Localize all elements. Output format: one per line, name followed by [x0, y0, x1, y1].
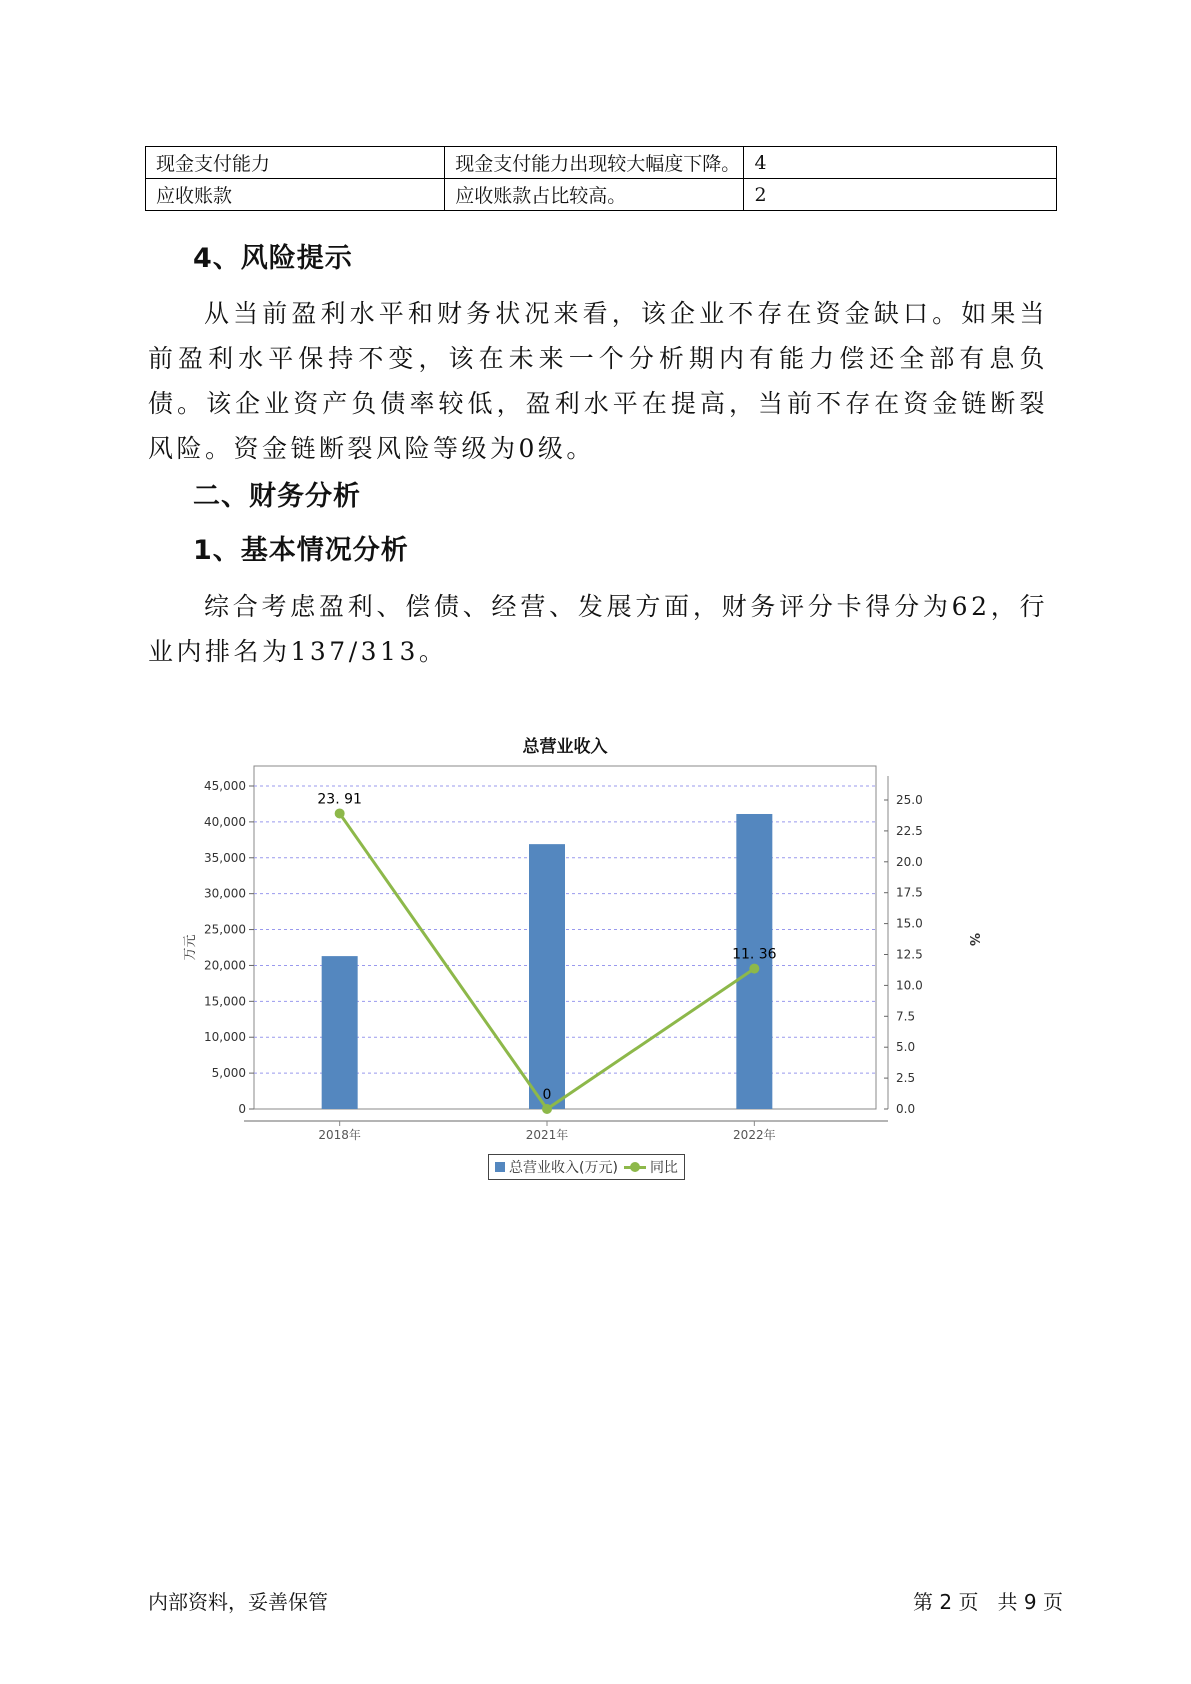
risk-desc-cell: 应收账款占比较高。 — [445, 179, 744, 211]
y-tick-label: 40,000 — [204, 814, 246, 829]
y-tick-label: 30,000 — [204, 886, 246, 901]
revenue-bar — [529, 844, 565, 1109]
risk-score-cell: 2 — [744, 179, 1057, 211]
risk-table-row — [146, 147, 1057, 179]
section-4-paragraph: 从当前盈利水平和财务状况来看，该企业不存在资金缺口。如果当前盈利水平保持不变，该在未来一个分析期内有能力偿还全部有息负债。该企业资产负债率较低，盈利水平在提高，当前不存在资金链断裂风险。资金链断裂风险等级为0级。 — [148, 299, 1048, 463]
yoy-data-label: 11. 36 — [732, 946, 777, 963]
y-tick-label: 25,000 — [204, 922, 246, 937]
legend-line-label: 同比 — [649, 1160, 678, 1176]
revenue-chart-svg — [180, 730, 1030, 1200]
y-tick-label: 35,000 — [204, 850, 246, 865]
legend-bar-swatch — [495, 1162, 505, 1172]
risk-table — [145, 146, 1057, 211]
yoy-data-label: 0 — [542, 1087, 552, 1103]
right-tick-label: 7.5 — [896, 1009, 916, 1024]
section-two-1-paragraph: 综合考虑盈利、偿债、经营、发展方面，财务评分卡得分为62，行业内排名为137/313。 — [148, 592, 1048, 666]
y-tick-label: 15,000 — [204, 994, 246, 1009]
revenue-chart — [180, 730, 1030, 1200]
risk-item-cell: 现金支付能力 — [146, 147, 445, 179]
y-tick-label: 5,000 — [211, 1066, 246, 1081]
chart-legend — [488, 1154, 685, 1180]
yoy-point — [542, 1104, 552, 1114]
right-tick-label: 20.0 — [896, 854, 923, 869]
yoy-data-label: 23. 91 — [317, 791, 362, 808]
legend-bar-label: 总营业收入(万元) — [509, 1160, 618, 1176]
y-axis-title: 万元 — [183, 934, 198, 961]
right-tick-label: 2.5 — [896, 1071, 916, 1086]
right-axis-title: % — [966, 932, 981, 947]
y-tick-label: 20,000 — [204, 958, 246, 973]
right-tick-label: 25.0 — [896, 793, 923, 807]
yoy-point — [749, 964, 759, 974]
right-tick-label: 12.5 — [896, 947, 923, 962]
risk-table-body — [146, 147, 1057, 211]
footer-left: 内部资料，妥善保管 — [148, 1590, 328, 1614]
x-tick-label: 2018年 — [318, 1128, 361, 1142]
yoy-point — [335, 808, 345, 818]
right-tick-label: 10.0 — [896, 978, 923, 993]
footer-page-number: 第 2 页 共 9 页 — [913, 1590, 1063, 1614]
legend-line-swatch — [624, 1162, 646, 1172]
chart-title: 总营业收入 — [522, 737, 608, 757]
x-tick-label: 2022年 — [733, 1128, 776, 1142]
revenue-bar — [322, 956, 358, 1109]
section-two-title: 二、财务分析 — [193, 481, 361, 512]
right-tick-label: 17.5 — [896, 885, 923, 900]
right-tick-label: 22.5 — [896, 823, 923, 838]
right-tick-label: 0.0 — [896, 1102, 916, 1116]
risk-item-cell: 应收账款 — [146, 179, 445, 211]
risk-score-cell: 4 — [744, 147, 1057, 179]
risk-desc-cell: 现金支付能力出现较大幅度下降。 — [445, 147, 744, 179]
section-4-title: 4、风险提示 — [193, 243, 353, 274]
risk-table-row — [146, 179, 1057, 211]
x-tick-label: 2021年 — [525, 1128, 569, 1142]
y-tick-label: 10,000 — [204, 1030, 246, 1045]
y-tick-label: 0 — [238, 1102, 246, 1116]
right-tick-label: 15.0 — [896, 916, 923, 931]
right-tick-label: 5.0 — [896, 1040, 916, 1055]
section-two-1-title: 1、基本情况分析 — [193, 535, 409, 566]
y-tick-label: 45,000 — [204, 779, 246, 793]
